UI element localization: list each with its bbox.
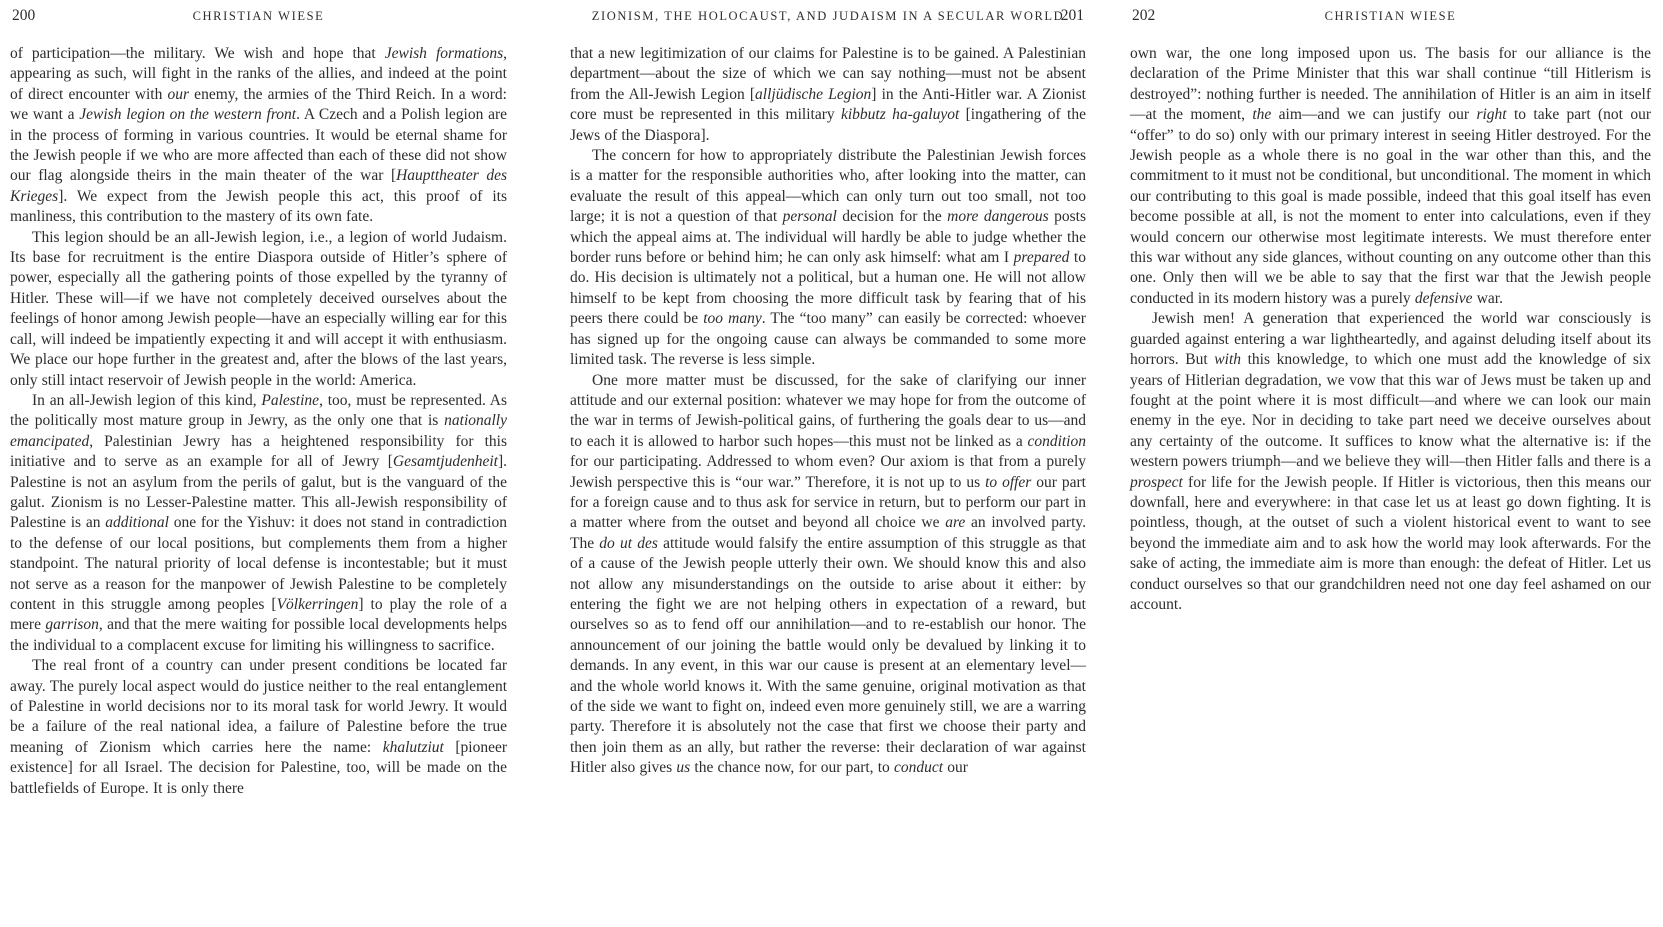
page-number: 200	[12, 7, 36, 24]
paragraph: The real front of a country can under present conditions be located far away. The purely local aspect would do justice neither to the real entanglement of Palestine in world decisions nor to its moral task for world Jewry. It would be a failure of the real national idea, a failure of Palestine before the true meaning of Zionism which carries here the name: khalutziut [pioneer existence] for all Israel. The decision for Palestine, too, will be made on the battlefields of Europe. It is only there	[10, 657, 507, 797]
page-header	[1130, 6, 1651, 26]
page-body	[1130, 44, 1651, 615]
paragraph: One more matter must be discussed, for the sake of clarifying our inner attitude and our external position: whatever we may hope for from the outcome of the war in terms of Jewish-political gains, of furthering the goals dear to us—and to each it is allowed to harbor such hopes—this must not be linked as a condition for our participating. Addressed to whom even? Our axiom is that from a purely Jewish perspective this is “our war.” Therefore, it is not up to us to offer our part for a foreign cause and to thus ask for service in return, but to perform our part in a matter where from the outset and beyond all choice we are an involved party. The do ut des attitude would falsify the entire assumption of this struggle as that of a cause of the Jewish people utterly their own. We should know this and also not allow any misunderstandings on the outside to arise about it either: by entering the fight we are not helping others in expectation of a reward, but ourselves so as to fend off our annihilation—and to re-establish our honor. The announcement of our joining the battle would only be devalued by linking it to demands. In any event, in this war our cause is present at an elementary level—and the whole world knows it. With the same genuine, original motivation as that of the side we want to fight on, indeed even more genuinely still, we are a warring party. Therefore it is absolutely not the case that first we choose their party and then join them as an ally, but rather the reverse: their declaration of war against Hitler also gives us the chance now, for our part, to conduct our	[570, 371, 1086, 777]
page-header	[570, 6, 1086, 26]
paragraph: In an all-Jewish legion of this kind, Palestine, too, must be represented. As the politically most mature group in Jewry, as the only one that is nationally emancipated, Palestinian Jewry has a heightened responsibility for this initiative and to serve as an example for all of Jewry [Gesamtjudenheit]. Palestine is not an asylum from the perils of galut, but is the vanguard of the galut. Zionism is no Lesser-Palestine matter. This all-Jewish responsibility of Palestine is an additional one for the Yishuv: it does not stand in contradiction to the defense of our local positions, but complements them from a higher standpoint. The natural priority of local defense is incontestable; but it must not serve as a reason for the manpower of Jewish Palestine to be completely content in this struggle among peoples [Völkerringen] to play the role of a mere garrison, and that the mere waiting for possible local developments helps the individual to a complacent excuse for limiting his willingness to sacrifice.	[10, 391, 508, 654]
paragraph: This legion should be an all-Jewish legion, i.e., a legion of world Judaism. Its base for recruitment is the entire Diaspora outside of Hitler’s sphere of power, especially all the gathering points of those expelled by the tyranny of Hitler. These will—if we have not completely deceived ourselves about the feelings of honor among Jewish people—have an especially willing ear for this call, will indeed be impatiently expecting it and will accept it with enthusiasm. We place our hope further in the greatest and, after the blows of the last years, only still intact reservoir of Jewish people in the world: America.	[10, 228, 507, 389]
running-head: CHRISTIAN WIESE	[192, 9, 325, 23]
paragraph: Jewish men! A generation that experienced the world war consciously is guarded against entering a war lightheartedly, and against deluding itself about its horrors. But with this knowledge, to which one must add the knowledge of six years of Hitlerian degradation, we vow that this war of Jews must be taken up and fought at the point where it is most difficult—and where we can look our main enemy in the eye. Nor in deciding to take part need we deceive ourselves about any certainty of the outcome. It suffices to know what the alternative is: if the western powers triumph—and we believe they will—then Hitler falls and there is a prospect for life for the Jewish people. If Hitler is victorious, then this means our downfall, here and everywhere: in that case let us at least go down fighting. It is pointless, though, at the outset of such a violent historical event to want to see beyond the immediate aim and to ask how the world may look afterwards. For the sake of acting, the immediate aim is more than enough: the defeat of Hitler. Let us conduct ourselves so that our grandchildren need not one day feel ashamed on our account.	[1130, 310, 1651, 613]
paragraph: of participation—the military. We wish and hope that Jewish formations, appearing as such, will fight in the ranks of the allies, and indeed at the point of direct encounter with our enemy, the armies of the Third Reich. In a word: we want a Jewish legion on the western front. A Czech and a Polish legion are in the process of forming in various countries. It would be eternal shame for the Jewish people if we who are more affected than each of these did not show our flag alongside theirs in the main theater of the war [Haupttheater des Krieges]. We expect from the Jewish people this act, this proof of its manliness, this contribution to the mastery of its own fate.	[10, 45, 507, 226]
page-201	[570, 6, 1086, 779]
paragraph: that a new legitimization of our claims for Palestine is to be gained. A Palestinian department—about the size of which we can say nothing—must not be absent from the All-Jewish Legion [alljüdische Legion] in the Anti-Hitler war. A Zionist core must be represented in this military kibbutz ha-galuyot [ingathering of the Jews of the Diaspora].	[570, 45, 1086, 144]
page-number: 202	[1132, 7, 1156, 24]
running-head: ZIONISM, THE HOLOCAUST, AND JUDAISM IN A SECULAR WORLD	[591, 9, 1065, 23]
page-body	[10, 44, 507, 799]
page-number: 201	[1060, 7, 1084, 24]
running-head: CHRISTIAN WIESE	[1324, 9, 1457, 23]
page-200	[10, 6, 507, 799]
page-body	[570, 44, 1086, 779]
page-202	[1130, 6, 1651, 615]
paragraph: The concern for how to appropriately distribute the Palestinian Jewish forces is a matter for the responsible authorities who, after looking into the matter, can evaluate the result of this appeal—which can only turn out too small, not too large; it is not a question of that personal decision for the more dangerous posts which the appeal aims at. The individual will hardly be able to judge whether the border runs before or behind him; he can only ask himself: what am I prepared to do. His decision is ultimately not a political, but a human one. He will not allow himself to be kept from choosing the more difficult task by fearing that of his peers there could be too many. The “too many” can easily be corrected: whoever has signed up for the ongoing cause can always be commanded to some more limited task. The reverse is less simple.	[570, 147, 1086, 369]
page-header	[10, 6, 507, 26]
paragraph: own war, the one long imposed upon us. The basis for our alliance is the declaration of the Prime Minister that this war shall continue “till Hitlerism is destroyed”: nothing further is needed. The annihilation of Hitler is an aim in itself—at the moment, the aim—and we can justify our right to take part (not our “offer” to do so) only with our primary interest in seeing Hitler destroyed. For the Jewish people as a whole there is no goal in the war other than this, and the commitment to it must not be conditional, but unconditional. The moment in which our contributing to this goal is made possible, indeed that this goal itself has even become possible at all, is not the moment to enter into calculations, even if they would concern our otherwise most legitimate interests. We must therefore enter this war without any side glances, without counting on any outcome other than this one. Only then will we be able to say that the first war that the Jewish people conducted in its modern history was a purely defensive war.	[1130, 45, 1651, 307]
